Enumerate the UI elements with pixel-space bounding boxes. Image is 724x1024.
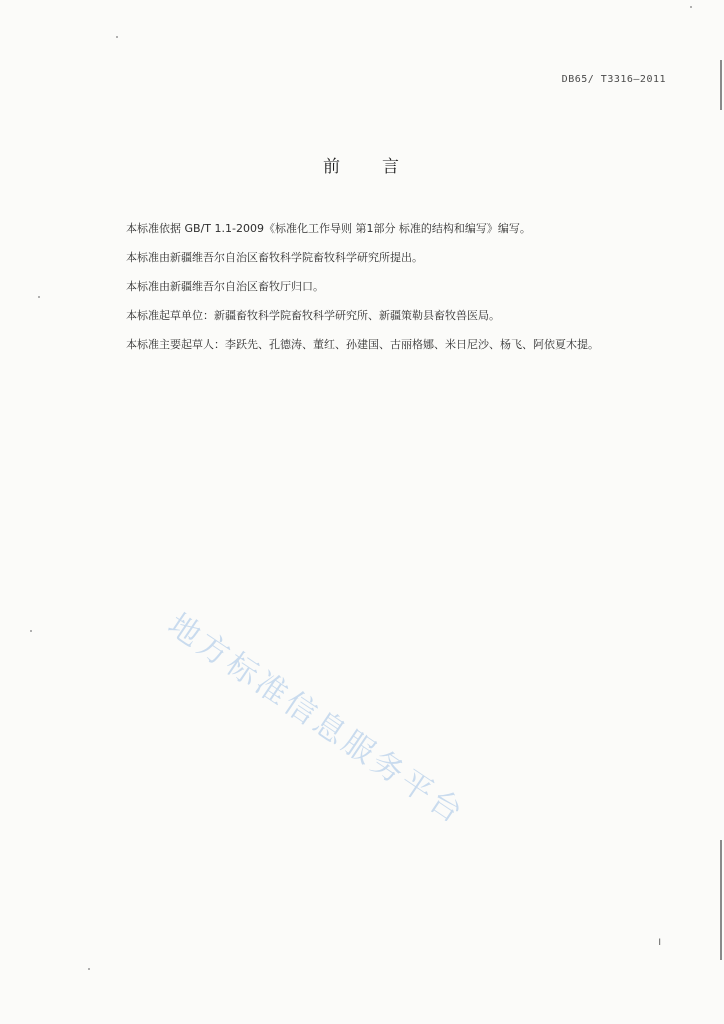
scan-speck xyxy=(88,968,90,970)
watermark: 地方标准信息服务平台 xyxy=(161,606,472,833)
foreword-paragraph: 本标准主要起草人：李跃先、孔德涛、董红、孙建国、古丽格娜、米日尼沙、杨飞、阿依夏木提。 xyxy=(126,338,599,351)
scan-speck xyxy=(116,36,118,38)
foreword-paragraph: 本标准依据 GB/T 1.1-2009《标准化工作导则 第1部分 标准的结构和编写》编写。 xyxy=(126,222,531,235)
title-char-1: 前 xyxy=(323,157,342,177)
scan-speck xyxy=(38,296,40,298)
document-code: DB65/ T3316—2011 xyxy=(561,74,666,85)
title-char-2: 言 xyxy=(382,157,401,177)
foreword-paragraph: 本标准起草单位：新疆畜牧科学院畜牧科学研究所、新疆策勒县畜牧兽医局。 xyxy=(126,309,500,322)
scan-speck xyxy=(690,6,692,8)
scan-edge-mark xyxy=(720,840,722,960)
foreword-paragraph: 本标准由新疆维吾尔自治区畜牧厅归口。 xyxy=(126,280,324,293)
scan-edge-mark xyxy=(720,60,722,110)
foreword-body xyxy=(126,222,686,367)
page-number: I xyxy=(658,938,661,948)
foreword-paragraph: 本标准由新疆维吾尔自治区畜牧科学院畜牧科学研究所提出。 xyxy=(126,251,423,264)
page-title xyxy=(0,152,724,177)
scan-speck xyxy=(30,630,32,632)
